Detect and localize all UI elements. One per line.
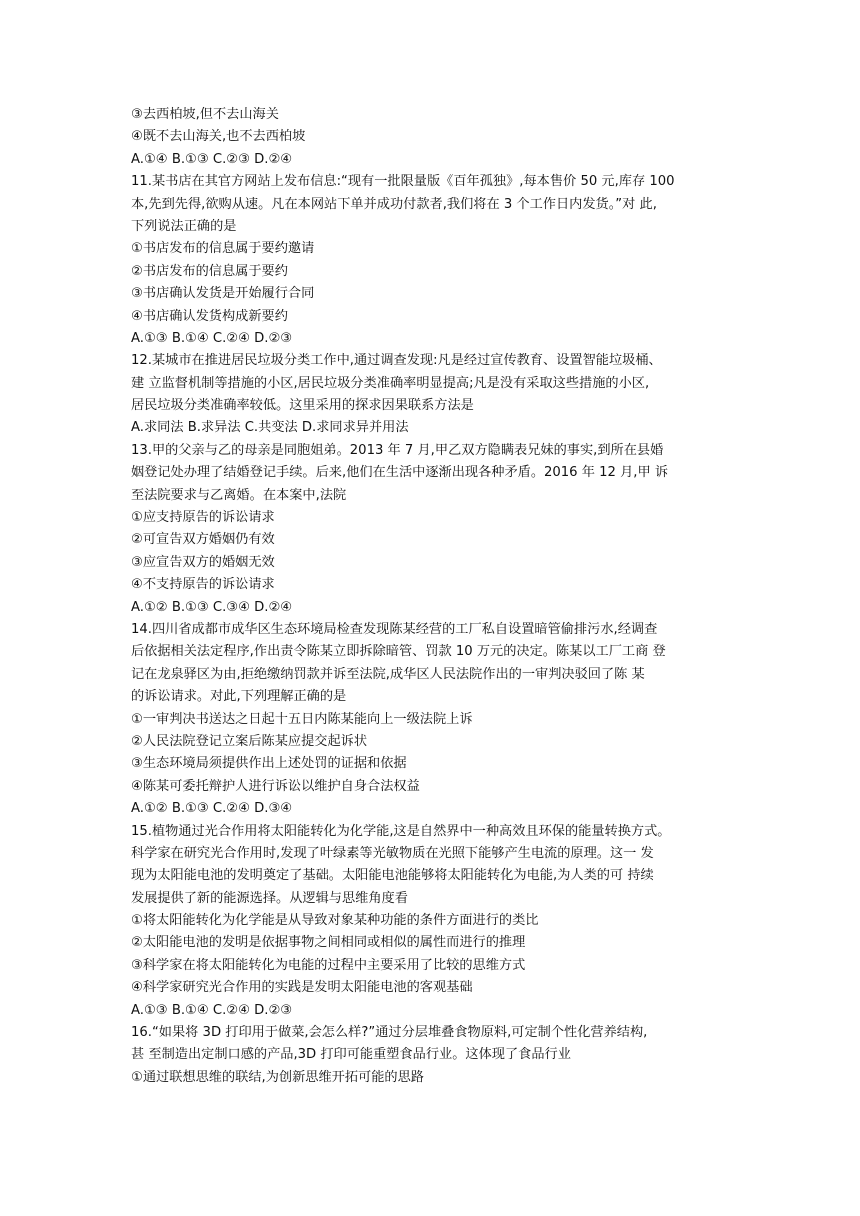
text-line: A.①③ B.①④ C.②④ D.②③ — [131, 1002, 293, 1018]
text-line: A.①④ B.①③ C.②③ D.②④ — [131, 151, 293, 167]
text-line: ④书店确认发货构成新要约 — [131, 308, 288, 324]
text-line: 记在龙泉驿区为由,拒绝缴纳罚款并诉至法院,成华区人民法院作出的一审判决驳回了陈 某 — [131, 666, 645, 682]
text-line: 本,先到先得,欲购从速。凡在本网站下单并成功付款者,我们将在 3 个工作日内发货。”对 此, — [131, 196, 657, 212]
text-line: 居民垃圾分类准确率较低。这里采用的探求因果联系方法是 — [131, 398, 474, 414]
text-line: 15.植物通过光合作用将太阳能转化为化学能,这是自然界中一种高效且环保的能量转换方式。 — [131, 823, 671, 839]
text-line: 发展提供了新的能源选择。从逻辑与思维角度看 — [131, 890, 408, 906]
text-line: 11.某书店在其官方网站上发布信息:“现有一批限量版《百年孤独》,每本售价 50 元,库存 100 — [131, 174, 675, 190]
text-line: ①应支持原告的诉讼请求 — [131, 510, 275, 526]
text-line: ②人民法院登记立案后陈某应提交起诉状 — [131, 733, 368, 749]
text-line: 下列说法正确的是 — [131, 218, 237, 234]
text-line: ①书店发布的信息属于要约邀请 — [131, 241, 315, 257]
text-line: 后依据相关法定程序,作出责令陈某立即拆除暗管、罚款 10 万元的决定。陈某以工厂工商 登 — [131, 644, 666, 660]
text-line: 的诉讼请求。对此,下列理解正确的是 — [131, 689, 347, 705]
text-line: 12.某城市在推进居民垃圾分类工作中,通过调查发现:凡是经过宣传教育、设置智能垃圾桶、 — [131, 353, 662, 369]
text-line: ②书店发布的信息属于要约 — [131, 263, 288, 279]
text-line: 甚 至制造出定制口感的产品,3D 打印可能重塑食品行业。这体现了食品行业 — [131, 1047, 571, 1063]
text-line: 16.“如果将 3D 打印用于做菜,会怎么样?”通过分层堆叠食物原料,可定制个性化营养结构, — [131, 1025, 648, 1041]
text-line: ③去西柏坡,但不去山海关 — [131, 107, 279, 122]
text-line: ④既不去山海关,也不去西柏坡 — [131, 129, 306, 145]
text-line: ③科学家在将太阳能转化为电能的过程中主要采用了比较的思维方式 — [131, 957, 526, 973]
text-line: ①一审判决书送达之日起十五日内陈某能向上一级法院上诉 — [131, 711, 473, 727]
text-line: A.①③ B.①④ C.②④ D.②③ — [131, 330, 293, 346]
text-line: A.①② B.①③ C.②④ D.③④ — [131, 801, 293, 817]
text-line: A.求同法 B.求异法 C.共变法 D.求同求异并用法 — [131, 420, 409, 436]
text-line: ①通过联想思维的联结,为创新思维开拓可能的思路 — [131, 1069, 424, 1085]
text-line: 至法院要求与乙离婚。在本案中,法院 — [131, 487, 347, 503]
text-line: 姻登记处办理了结婚登记手续。后来,他们在生活中逐渐出现各种矛盾。2016 年 12 月,甲 诉 — [131, 465, 669, 481]
text-line: 13.甲的父亲与乙的母亲是同胞姐弟。2013 年 7 月,甲乙双方隐瞒表兄妹的事实,到所在县婚 — [131, 442, 664, 458]
text-line: 14.四川省成都市成华区生态环境局检查发现陈某经营的工厂私自设置暗管偷排污水,经调查 — [131, 621, 658, 637]
text-line: ③生态环境局须提供作出上述处罚的证据和依据 — [131, 756, 407, 772]
text-line: A.①② B.①③ C.③④ D.②④ — [131, 599, 293, 615]
text-line: ③书店确认发货是开始履行合同 — [131, 286, 315, 302]
text-line: ①将太阳能转化为化学能是从导致对象某种功能的条件方面进行的类比 — [131, 913, 539, 929]
text-line: ④陈某可委托辩护人进行诉讼以维护自身合法权益 — [131, 778, 420, 794]
text-line: ②可宣告双方婚姻仍有效 — [131, 532, 275, 548]
text-line: 现为太阳能电池的发明奠定了基础。太阳能电池能够将太阳能转化为电能,为人类的可 持续 — [131, 868, 654, 884]
text-line: ④不支持原告的诉讼请求 — [131, 577, 275, 593]
text-line: ③应宣告双方的婚姻无效 — [131, 554, 275, 570]
text-line: 建 立监督机制等措施的小区,居民垃圾分类准确率明显提高;凡是没有采取这些措施的小区, — [131, 375, 650, 391]
text-line: ②太阳能电池的发明是依据事物之间相同或相似的属性而进行的推理 — [131, 935, 526, 951]
document-page — [131, 104, 751, 1089]
text-line: 科学家在研究光合作用时,发现了叶绿素等光敏物质在光照下能够产生电流的原理。这一 发 — [131, 845, 654, 861]
text-line: ④科学家研究光合作用的实践是发明太阳能电池的客观基础 — [131, 980, 473, 996]
